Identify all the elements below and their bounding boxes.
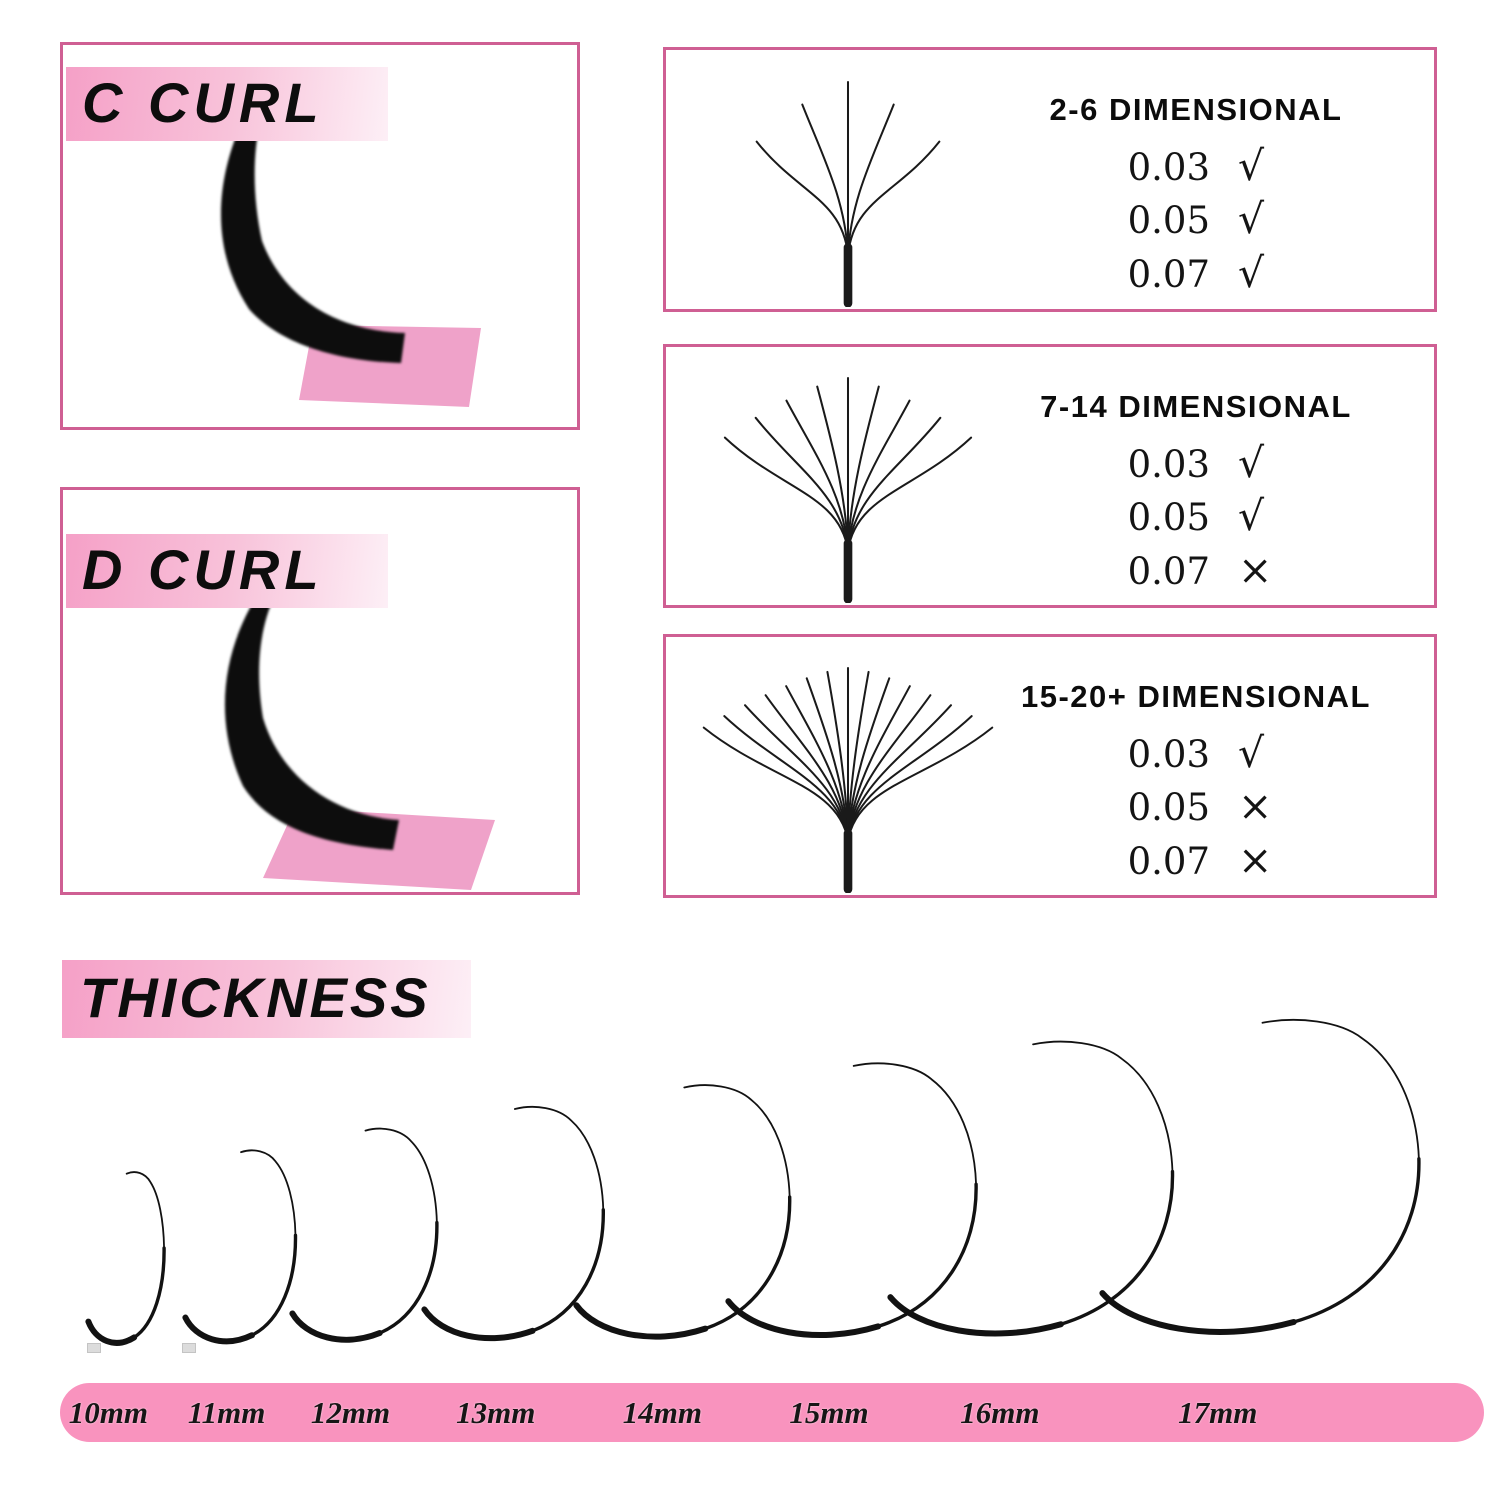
thickness-value: 0.07 <box>1127 549 1210 593</box>
length-label: 14mm <box>622 1394 702 1430</box>
thickness-option-row <box>1102 437 1290 490</box>
dimensional-info <box>966 347 1426 605</box>
c-curl-panel <box>60 42 580 430</box>
availability-mark: √ <box>1238 248 1265 297</box>
length-label: 13mm <box>456 1394 536 1430</box>
thickness-lash-diagram <box>60 1008 1484 1356</box>
thickness-option-row <box>1102 727 1290 780</box>
dimensional-panel-2-6 <box>663 47 1437 312</box>
thickness-value: 0.05 <box>1127 199 1210 243</box>
dimensional-title: 15-20+ DIMENSIONAL <box>1020 679 1371 714</box>
c-curl-label-chip <box>66 67 388 141</box>
length-label: 15mm <box>789 1394 869 1430</box>
thickness-option-row <box>1102 490 1290 543</box>
length-label: 16mm <box>960 1394 1040 1430</box>
thickness-value: 0.03 <box>1127 146 1210 189</box>
d-curl-panel <box>60 487 580 895</box>
length-label: 11mm <box>187 1394 266 1430</box>
thickness-value: 0.05 <box>1127 496 1210 540</box>
availability-mark: √ <box>1238 142 1265 190</box>
thickness-lash-17mm <box>1084 1016 1452 1356</box>
availability-mark: √ <box>1238 195 1265 244</box>
thickness-value: 0.03 <box>1127 443 1210 486</box>
c-curl-label: C CURL <box>82 71 324 134</box>
dimensional-panel-7-14 <box>663 344 1437 608</box>
thickness-value: 0.07 <box>1127 839 1210 883</box>
thickness-value: 0.07 <box>1127 252 1210 296</box>
availability-mark: √ <box>1238 492 1265 541</box>
thickness-option-row <box>1102 140 1290 193</box>
d-curl-label: D CURL <box>82 538 324 601</box>
thickness-option-row <box>1102 834 1290 887</box>
availability-mark: × <box>1238 782 1273 831</box>
dimensional-panel-15-20 <box>663 634 1437 898</box>
length-label: 17mm <box>1178 1394 1258 1430</box>
availability-mark: √ <box>1238 729 1265 777</box>
availability-mark: × <box>1238 835 1273 884</box>
length-label: 12mm <box>310 1394 391 1430</box>
dimensional-info <box>966 50 1426 309</box>
thickness-option-row <box>1102 247 1290 300</box>
dimensional-info <box>966 637 1426 895</box>
thickness-title: THICKNESS <box>80 966 431 1029</box>
thickness-value: 0.03 <box>1127 733 1210 776</box>
dimensional-title: 7-14 DIMENSIONAL <box>1040 389 1352 424</box>
dimensional-title: 2-6 DIMENSIONAL <box>1049 92 1343 127</box>
d-curl-label-chip <box>66 534 388 608</box>
thickness-lash-10mm <box>84 1170 172 1356</box>
availability-mark: √ <box>1238 439 1265 487</box>
thickness-option-row <box>1102 544 1290 597</box>
thickness-value: 0.05 <box>1127 786 1210 830</box>
length-label: 10mm <box>68 1394 149 1430</box>
thickness-option-row <box>1102 193 1290 246</box>
availability-mark: × <box>1238 545 1273 594</box>
thickness-option-row <box>1102 780 1290 833</box>
length-bar <box>60 1383 1484 1442</box>
